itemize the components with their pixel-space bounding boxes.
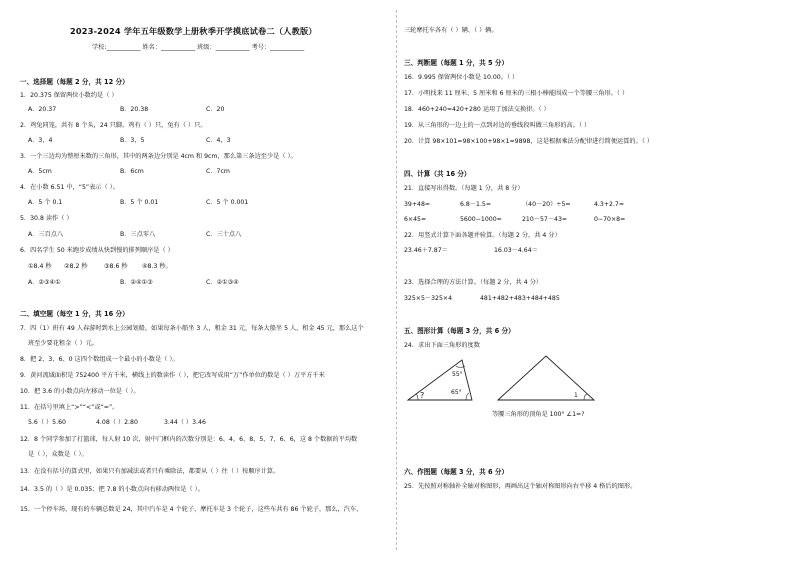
angle-arc-right — [466, 393, 469, 400]
section-drawing-heading: 六、作图题（每题 3 分，共 6 分） — [404, 468, 509, 476]
q21-item-6: 5600−1000= — [460, 216, 502, 223]
q24-text: 24．求出下面三角形的度数 — [404, 342, 480, 349]
q4-option-a: A．5 个 0.1 — [28, 199, 63, 206]
q20-text: 20．计算 98×101=98×100+98×1=9898，这是根据乘法分配律进行简便运算的。（ ） — [404, 138, 654, 145]
angle-label-1: 1 — [574, 392, 578, 399]
q21-text: 21．直接写出得数。（每题 1 分，共 8 分） — [404, 185, 524, 192]
q25-text: 25．先按照对称轴补全轴对称图形，再画出这个轴对称图形向右平移 4 格后的图形。 — [404, 483, 637, 490]
q1-option-a: A．20.37 — [28, 106, 57, 113]
q5-option-c: C．三十点八 — [206, 231, 242, 238]
q6-item-4: ④8.3 秒。 — [142, 263, 172, 270]
angle-label-65: 65° — [451, 389, 462, 396]
q4-option-c: C．5 个 0.001 — [206, 199, 249, 206]
q6-option-c: C．②①③④ — [206, 279, 239, 286]
triangle-right-outline — [498, 356, 594, 400]
q13-text: 13．在没有括号的算式里，如果只有加减法或者只有乘除法，都要从（ ）往（ ）按顺序计算。 — [20, 468, 280, 475]
q21-item-5: 6×45= — [404, 216, 427, 223]
q2-option-b: B．3，5 — [120, 137, 145, 144]
q2-text: 2．鸡兔同笼，共有 8 个头，24 只脚。鸡有（ ）只，兔有（ ）只。 — [20, 122, 207, 129]
q11-compare-1: 5.6（ ）5.60 — [28, 419, 66, 426]
q12-text-line1: 12．8 个同学参加了打篮球，每人射 10 次，射中门框内的次数分别是：6、4、6、8、5、7、6、6，这 8 个数据的平均数 — [20, 436, 358, 443]
q15-text-continued: 三轮摩托车各有（ ）辆、（ ）辆。 — [404, 27, 498, 34]
section-geometry-heading: 五、图形计算（每题 3 分，共 6 分） — [404, 327, 515, 335]
q1-option-b: B．20.38 — [120, 106, 149, 113]
q2-option-c: C．4，3 — [206, 137, 231, 144]
q22-item-1: 23.46＋7.87＝ — [404, 247, 448, 254]
q17-text: 17．小明找来 11 厘米、5 厘米和 6 厘米的三根小棒能围成一个等腰三角形。（ ） — [404, 90, 629, 97]
q10-text: 10．把 3.6 的小数点向左移动一位是（ ）。 — [20, 388, 140, 395]
q5-option-b: B．三点零八 — [120, 231, 156, 238]
q19-text: 19．从三角形的一边上的一点到对边的垂线段叫做三角形的高。（ ） — [404, 122, 591, 129]
triangle-left — [408, 360, 472, 400]
q3-option-a: A．5cm — [28, 168, 52, 175]
section-fill-heading: 二、填空题（每空 1 分，共 16 分） — [20, 310, 129, 318]
q21-item-8: 0−70×8= — [594, 216, 626, 223]
q6-option-a: A．②③④① — [28, 279, 61, 286]
q6-text: 6．四名学生 50 米跑步成绩从快到慢的排列顺序是（ ） — [20, 247, 174, 254]
q11-text: 11．在括号里填上“>”“<”或“=”。 — [20, 404, 119, 411]
q3-option-b: B．6cm — [120, 168, 144, 175]
q21-item-4: 4.3+2.7= — [594, 201, 625, 208]
q1-text: 1．20.375 保留两位小数约是（ ） — [20, 92, 118, 99]
q23-item-1: 325×5－325×4 — [404, 295, 453, 302]
angle-label-55: 55° — [452, 371, 463, 378]
angle-arc-left — [416, 394, 418, 400]
q6-item-1: ①8.4 秒 — [28, 263, 52, 270]
q15-text: 15．一个停车场，现有的车辆总数是 24，其中汽车是 4 个轮子，摩托车是 3 个轮子，这些车共有 86 个轮子，那么，汽车、 — [20, 506, 363, 513]
q9-text: 9．黄河流域面积是 752400 平方千米，横线上的数读作（ ），把它改写成用“万”作单位的数是（ ）万平方千米 — [20, 372, 325, 379]
q3-text: 3．一个三边均为整厘米数的三角形，其中的两条边分别是 4cm 和 9cm，那么第三条边至少是（ ）。 — [20, 153, 297, 160]
q14-text: 14．3.5 的（ ）是 0.035；把 7.8 的小数点向右移动两位是（ ）。 — [20, 486, 204, 493]
triangle-right — [498, 356, 594, 400]
q11-compare-2: 4.08（ ）2.80 — [96, 419, 138, 426]
q5-text: 5．30.8 读作（ ） — [20, 215, 73, 222]
column-divider — [396, 10, 397, 550]
q21-item-3: （40－20）÷5= — [522, 201, 571, 208]
angle-arc-1 — [584, 394, 587, 400]
q8-text: 8．把 2、3、6、0 这四个数组成一个最小的小数是（ ）。 — [20, 356, 179, 363]
section-judge-heading: 三、判断题（每题 1 分，共 5 分） — [404, 59, 509, 67]
q5-option-a: A．三百点八 — [28, 231, 64, 238]
q7-text-line1: 7．四（1）班有 49 人春游时到水上公园划船，如果每条小船坐 3 人，租金 31 元，每条大船坐 5 人，租金 45 元，那么这个 — [20, 325, 364, 332]
q21-item-7: 210－57－43= — [522, 216, 568, 223]
q12-text-line2: 是（ ），众数是（ ）。 — [28, 451, 88, 458]
q18-text: 18．460+240=420+280 运用了加法交换律。（ ） — [404, 106, 550, 113]
q7-text-line2: 班至少要花租金（ ）元。 — [28, 340, 99, 347]
exam-title: 2023-2024 学年五年级数学上册秋季开学摸底试卷二（人教版） — [70, 26, 317, 36]
q2-option-a: A．3，4 — [28, 137, 53, 144]
q21-item-1: 39+48= — [404, 201, 431, 208]
q16-text: 16．9.995 保留两位小数是 10.00。（ ） — [404, 74, 519, 81]
q22-text: 22．用竖式计算下面各题并验算。（每题 2 分，共 4 分） — [404, 232, 561, 239]
q6-item-2: ②8.2 秒 — [64, 263, 88, 270]
triangle-caption: 等腰三角形的顶角是 100° ∠1=? — [492, 411, 585, 418]
angle-label-unknown: ? — [420, 391, 425, 400]
q21-item-2: 6.8－1.5= — [460, 201, 492, 208]
triangle-left-outline — [408, 360, 472, 400]
student-info-fields: 学校:___________ 姓名：___________ 班级：___________ 考号：___________ — [92, 44, 305, 51]
q6-item-3: ③8.6 秒 — [104, 263, 128, 270]
q4-text: 4．在小数 6.51 中，“5”表示（ ）。 — [20, 184, 119, 191]
q4-option-b: B．5 个 0.01 — [120, 199, 159, 206]
q1-option-c: C．20 — [206, 106, 225, 113]
section-calc-heading: 四、计算（共 16 分） — [404, 170, 471, 178]
section-choice-heading: 一、选择题（每题 2 分，共 12 分） — [20, 78, 129, 86]
q6-option-b: B．②④①③ — [120, 279, 153, 286]
q22-item-2: 16.03－4.64＝ — [494, 247, 538, 254]
q3-option-c: C．7cm — [206, 168, 230, 175]
q23-item-2: 481+482+483+484+485 — [480, 295, 560, 302]
q11-compare-3: 3.44（ ）3.46 — [164, 419, 206, 426]
q23-text: 23．选择合理的方法计算。（每题 2 分，共 4 分） — [404, 279, 543, 286]
